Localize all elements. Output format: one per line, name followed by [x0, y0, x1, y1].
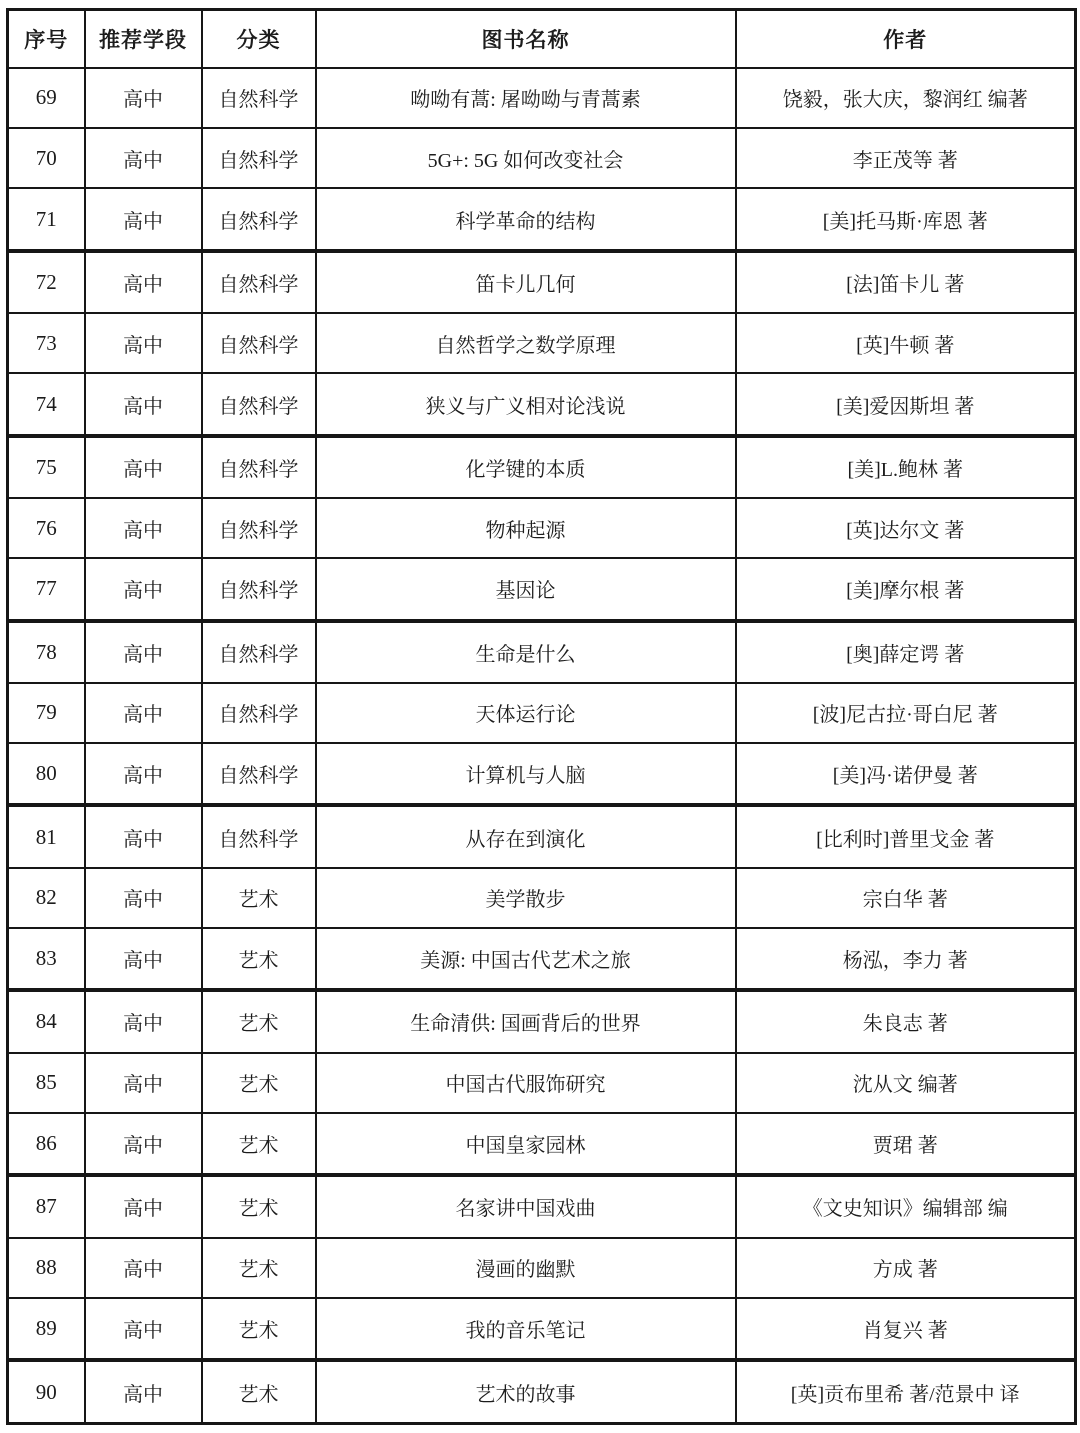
cell-num: 82	[8, 868, 85, 928]
cell-title: 名家讲中国戏曲	[316, 1175, 736, 1237]
cell-category: 艺术	[202, 1053, 316, 1113]
cell-title: 生命清供: 国画背后的世界	[316, 990, 736, 1052]
cell-num: 79	[8, 683, 85, 743]
cell-num: 90	[8, 1360, 85, 1423]
cell-category: 自然科学	[202, 68, 316, 128]
cell-title: 艺术的故事	[316, 1360, 736, 1423]
cell-stage: 高中	[85, 928, 202, 990]
table-row	[8, 1053, 1076, 1113]
table-row	[8, 621, 1076, 683]
cell-stage: 高中	[85, 313, 202, 373]
cell-author: 《文史知识》编辑部 编	[736, 1175, 1076, 1237]
cell-category: 自然科学	[202, 436, 316, 498]
cell-stage: 高中	[85, 1113, 202, 1175]
cell-author: [美]摩尔根 著	[736, 558, 1076, 620]
cell-title: 自然哲学之数学原理	[316, 313, 736, 373]
cell-num: 89	[8, 1298, 85, 1360]
table-row	[8, 990, 1076, 1052]
header-cell-author: 作者	[736, 10, 1076, 68]
header-row	[8, 10, 1076, 68]
cell-title: 中国古代服饰研究	[316, 1053, 736, 1113]
cell-stage: 高中	[85, 436, 202, 498]
cell-stage: 高中	[85, 868, 202, 928]
cell-author: [美]L.鲍林 著	[736, 436, 1076, 498]
table-row	[8, 1175, 1076, 1237]
cell-author: [奥]薛定谔 著	[736, 621, 1076, 683]
cell-title: 5G+: 5G 如何改变社会	[316, 128, 736, 188]
cell-title: 天体运行论	[316, 683, 736, 743]
cell-author: [比利时]普里戈金 著	[736, 805, 1076, 867]
cell-title: 中国皇家园林	[316, 1113, 736, 1175]
cell-num: 80	[8, 743, 85, 805]
cell-author: [法]笛卡儿 著	[736, 251, 1076, 313]
cell-stage: 高中	[85, 1360, 202, 1423]
cell-num: 84	[8, 990, 85, 1052]
cell-stage: 高中	[85, 68, 202, 128]
cell-num: 71	[8, 188, 85, 250]
cell-author: [英]贡布里希 著/范景中 译	[736, 1360, 1076, 1423]
cell-num: 77	[8, 558, 85, 620]
cell-category: 艺术	[202, 928, 316, 990]
cell-title: 漫画的幽默	[316, 1238, 736, 1298]
cell-category: 自然科学	[202, 805, 316, 867]
table-row	[8, 436, 1076, 498]
cell-category: 艺术	[202, 1238, 316, 1298]
cell-num: 88	[8, 1238, 85, 1298]
cell-stage: 高中	[85, 251, 202, 313]
cell-title: 我的音乐笔记	[316, 1298, 736, 1360]
cell-author: 贾珺 著	[736, 1113, 1076, 1175]
cell-stage: 高中	[85, 683, 202, 743]
cell-category: 自然科学	[202, 128, 316, 188]
cell-title: 狭义与广义相对论浅说	[316, 373, 736, 435]
cell-category: 自然科学	[202, 498, 316, 558]
table-row	[8, 1298, 1076, 1360]
cell-author: [波]尼古拉·哥白尼 著	[736, 683, 1076, 743]
cell-category: 自然科学	[202, 743, 316, 805]
cell-title: 计算机与人脑	[316, 743, 736, 805]
cell-stage: 高中	[85, 990, 202, 1052]
cell-stage: 高中	[85, 1238, 202, 1298]
table-row	[8, 251, 1076, 313]
cell-author: 肖复兴 著	[736, 1298, 1076, 1360]
table-body	[8, 68, 1076, 1424]
cell-category: 自然科学	[202, 558, 316, 620]
cell-stage: 高中	[85, 1175, 202, 1237]
cell-stage: 高中	[85, 558, 202, 620]
cell-num: 74	[8, 373, 85, 435]
cell-title: 美学散步	[316, 868, 736, 928]
cell-author: [美]爱因斯坦 著	[736, 373, 1076, 435]
cell-author: 宗白华 著	[736, 868, 1076, 928]
cell-num: 85	[8, 1053, 85, 1113]
cell-stage: 高中	[85, 1298, 202, 1360]
table-row	[8, 313, 1076, 373]
cell-title: 呦呦有蒿: 屠呦呦与青蒿素	[316, 68, 736, 128]
cell-category: 艺术	[202, 868, 316, 928]
cell-category: 自然科学	[202, 373, 316, 435]
cell-category: 自然科学	[202, 683, 316, 743]
cell-num: 78	[8, 621, 85, 683]
cell-category: 艺术	[202, 1298, 316, 1360]
cell-stage: 高中	[85, 128, 202, 188]
cell-category: 艺术	[202, 990, 316, 1052]
header-cell-num: 序号	[8, 10, 85, 68]
table-row	[8, 498, 1076, 558]
cell-num: 70	[8, 128, 85, 188]
cell-num: 73	[8, 313, 85, 373]
table-row	[8, 805, 1076, 867]
cell-title: 笛卡儿几何	[316, 251, 736, 313]
cell-num: 81	[8, 805, 85, 867]
cell-stage: 高中	[85, 188, 202, 250]
cell-title: 物种起源	[316, 498, 736, 558]
table-row	[8, 928, 1076, 990]
cell-num: 87	[8, 1175, 85, 1237]
table-row	[8, 68, 1076, 128]
table-row	[8, 1113, 1076, 1175]
cell-category: 艺术	[202, 1113, 316, 1175]
cell-title: 生命是什么	[316, 621, 736, 683]
cell-stage: 高中	[85, 805, 202, 867]
cell-title: 从存在到演化	[316, 805, 736, 867]
cell-num: 86	[8, 1113, 85, 1175]
cell-author: 饶毅，张大庆，黎润红 编著	[736, 68, 1076, 128]
cell-stage: 高中	[85, 1053, 202, 1113]
table-row	[8, 683, 1076, 743]
cell-author: [美]托马斯·库恩 著	[736, 188, 1076, 250]
table-row	[8, 1238, 1076, 1298]
cell-category: 自然科学	[202, 188, 316, 250]
table-row	[8, 373, 1076, 435]
cell-num: 75	[8, 436, 85, 498]
book-recommendation-table	[6, 8, 1077, 1425]
cell-title: 美源: 中国古代艺术之旅	[316, 928, 736, 990]
header-cell-stage: 推荐学段	[85, 10, 202, 68]
cell-stage: 高中	[85, 743, 202, 805]
cell-num: 72	[8, 251, 85, 313]
header-cell-title: 图书名称	[316, 10, 736, 68]
cell-stage: 高中	[85, 373, 202, 435]
cell-title: 科学革命的结构	[316, 188, 736, 250]
table-row	[8, 128, 1076, 188]
cell-author: 李正茂等 著	[736, 128, 1076, 188]
cell-stage: 高中	[85, 498, 202, 558]
cell-title: 基因论	[316, 558, 736, 620]
cell-stage: 高中	[85, 621, 202, 683]
cell-category: 自然科学	[202, 313, 316, 373]
cell-author: [美]冯·诺伊曼 著	[736, 743, 1076, 805]
cell-category: 艺术	[202, 1175, 316, 1237]
cell-category: 自然科学	[202, 621, 316, 683]
table-row	[8, 558, 1076, 620]
table-row	[8, 868, 1076, 928]
cell-title: 化学键的本质	[316, 436, 736, 498]
cell-category: 艺术	[202, 1360, 316, 1423]
cell-num: 76	[8, 498, 85, 558]
cell-author: [英]达尔文 著	[736, 498, 1076, 558]
cell-category: 自然科学	[202, 251, 316, 313]
cell-author: [英]牛顿 著	[736, 313, 1076, 373]
cell-author: 朱良志 著	[736, 990, 1076, 1052]
cell-author: 沈从文 编著	[736, 1053, 1076, 1113]
header-cell-category: 分类	[202, 10, 316, 68]
cell-num: 69	[8, 68, 85, 128]
table-row	[8, 743, 1076, 805]
cell-author: 杨泓，李力 著	[736, 928, 1076, 990]
table-row	[8, 188, 1076, 250]
cell-author: 方成 著	[736, 1238, 1076, 1298]
table-row	[8, 1360, 1076, 1423]
cell-num: 83	[8, 928, 85, 990]
